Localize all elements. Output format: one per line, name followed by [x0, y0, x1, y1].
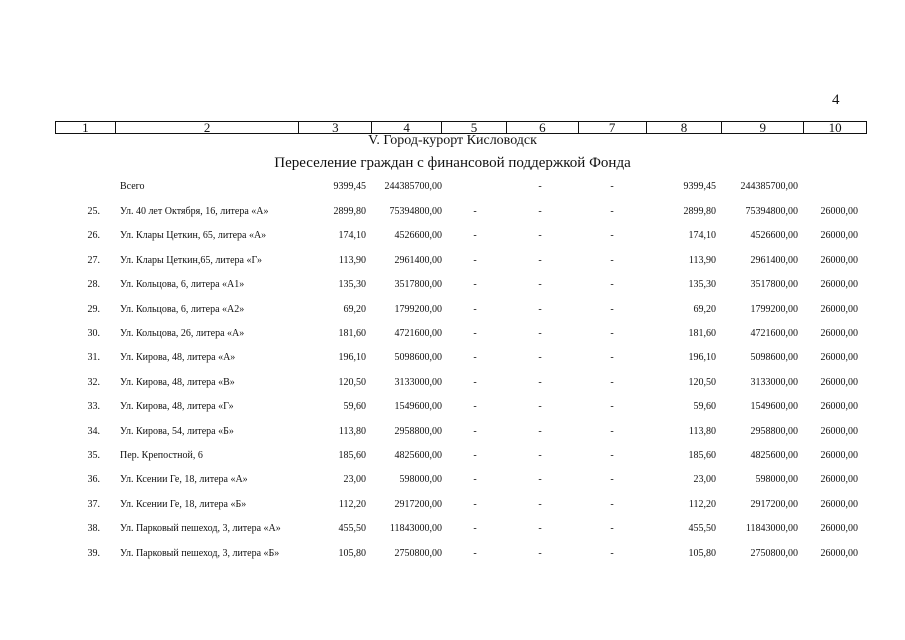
row-col-6: -: [538, 352, 542, 364]
row-col-6: -: [538, 547, 542, 559]
row-number: 28.: [87, 279, 100, 291]
row-col-9: 2961400,00: [750, 254, 798, 266]
row-address: Ул. Ксении Ге, 18, литера «Б»: [120, 498, 247, 510]
row-col-3: 112,20: [338, 498, 366, 510]
row-col-4: 11843000,00: [389, 523, 442, 535]
row-col-8: 69,20: [693, 303, 716, 315]
row-col-3: 120,50: [338, 376, 366, 388]
table-row: [0, 498, 905, 512]
row-col-9: 4526600,00: [750, 230, 798, 242]
row-col-5: -: [473, 474, 477, 486]
row-col-7: -: [610, 352, 614, 364]
row-col-8: 174,10: [688, 230, 716, 242]
table-row: [0, 278, 905, 292]
row-col-5: -: [473, 523, 477, 535]
row-col-5: -: [473, 303, 477, 315]
row-address: Ул. Клары Цеткин,65, литера «Г»: [120, 254, 262, 266]
row-col-9: 1549600,00: [750, 401, 798, 413]
row-col-9: 3133000,00: [750, 376, 798, 388]
header-col-6: 6: [507, 122, 579, 133]
row-col-4: 2958800,00: [394, 425, 442, 437]
row-col-6: -: [538, 206, 542, 217]
row-col-8: 105,80: [688, 547, 716, 559]
row-col-5: -: [473, 425, 477, 437]
table-row: [0, 327, 905, 341]
row-col-7: -: [610, 425, 614, 437]
row-address: Ул. Кольцова, 6, литера «А2»: [120, 303, 245, 315]
row-col-7: -: [610, 206, 614, 217]
row-col-10: 26000,00: [820, 401, 858, 413]
table-row: [0, 547, 905, 561]
row-col-8: 185,60: [688, 450, 716, 461]
row-col-8: 113,90: [688, 254, 716, 266]
row-col-6: -: [538, 401, 542, 413]
row-col-5: -: [473, 279, 477, 291]
row-col-5: -: [473, 376, 477, 388]
row-col-4: 2917200,00: [394, 498, 442, 510]
row-col-7: -: [610, 498, 614, 510]
row-col-3: 113,90: [338, 254, 366, 266]
row-col-3: 9399,45: [333, 181, 366, 192]
row-col-6: -: [538, 328, 542, 339]
row-col-8: 120,50: [688, 376, 716, 388]
row-number: 27.: [87, 254, 100, 266]
row-col-8: 2899,80: [683, 206, 716, 217]
table-row: [0, 205, 905, 219]
row-address: Пер. Крепостной, 6: [120, 450, 203, 461]
row-number: 25.: [87, 206, 100, 217]
row-address: Ул. Кирова, 48, литера «А»: [120, 352, 236, 364]
row-number: 35.: [87, 450, 100, 461]
row-col-8: 112,20: [688, 498, 716, 510]
row-col-4: 4825600,00: [394, 450, 442, 461]
row-col-7: -: [610, 328, 614, 339]
row-col-4: 1549600,00: [394, 401, 442, 413]
row-col-6: -: [538, 181, 542, 192]
row-col-4: 5098600,00: [394, 352, 442, 364]
row-col-5: -: [473, 206, 477, 217]
row-col-3: 185,60: [338, 450, 366, 461]
row-col-10: 26000,00: [820, 328, 858, 339]
table-row: [0, 254, 905, 268]
row-col-10: 26000,00: [820, 547, 858, 559]
row-number: 34.: [87, 425, 100, 437]
table-row: [0, 473, 905, 487]
table-row: [0, 449, 905, 463]
row-col-3: 69,20: [343, 303, 366, 315]
row-address: Ул. Кольцова, 26, литера «А»: [120, 328, 245, 339]
header-col-7: 7: [579, 122, 647, 133]
row-address: Ул. Кирова, 54, литера «Б»: [120, 425, 234, 437]
row-col-10: 26000,00: [820, 450, 858, 461]
row-col-6: -: [538, 303, 542, 315]
header-col-5: 5: [442, 122, 507, 133]
row-col-6: -: [538, 474, 542, 486]
header-col-3: 3: [299, 122, 372, 133]
row-col-3: 105,80: [338, 547, 366, 559]
row-col-3: 196,10: [338, 352, 366, 364]
row-address: Ул. Парковый пешеход, 3, литера «Б»: [120, 547, 280, 559]
row-number: 36.: [87, 474, 100, 486]
table-row: [0, 229, 905, 243]
row-col-7: -: [610, 450, 614, 461]
row-address: Ул. 40 лет Октября, 16, литера «А»: [120, 206, 269, 217]
total-row: [0, 180, 905, 194]
row-col-6: -: [538, 254, 542, 266]
row-address: Всего: [120, 181, 145, 192]
row-col-5: -: [473, 498, 477, 510]
row-col-9: 5098600,00: [750, 352, 798, 364]
row-col-6: -: [538, 523, 542, 535]
row-col-6: -: [538, 230, 542, 242]
header-col-9: 9: [722, 122, 804, 133]
table-row: [0, 351, 905, 365]
row-number: 32.: [87, 376, 100, 388]
row-col-8: 196,10: [688, 352, 716, 364]
section-subtitle: Переселение граждан с финансовой поддержкой Фонда: [274, 155, 631, 171]
row-col-4: 3133000,00: [394, 376, 442, 388]
row-col-10: 26000,00: [820, 376, 858, 388]
row-col-10: 26000,00: [820, 474, 858, 486]
header-col-8: 8: [647, 122, 723, 133]
header-col-2: 2: [116, 122, 300, 133]
row-col-8: 181,60: [688, 328, 716, 339]
row-col-10: 26000,00: [820, 230, 858, 242]
row-col-7: -: [610, 474, 614, 486]
row-col-5: -: [473, 328, 477, 339]
row-number: 31.: [87, 352, 100, 364]
row-col-4: 3517800,00: [394, 279, 442, 291]
row-col-7: -: [610, 254, 614, 266]
row-col-3: 59,60: [343, 401, 366, 413]
row-number: 26.: [87, 230, 100, 242]
row-col-7: -: [610, 181, 614, 192]
row-number: 38.: [87, 523, 100, 535]
row-col-4: 598000,00: [399, 474, 442, 486]
row-address: Ул. Ксении Ге, 18, литера «А»: [120, 474, 248, 486]
row-col-8: 135,30: [688, 279, 716, 291]
section-title: V. Город-курорт Кисловодск: [368, 133, 537, 148]
row-number: 33.: [87, 401, 100, 413]
row-col-10: 26000,00: [820, 425, 858, 437]
row-col-4: 244385700,00: [384, 181, 442, 192]
row-col-9: 244385700,00: [740, 181, 798, 192]
row-number: 39.: [87, 547, 100, 559]
row-col-7: -: [610, 230, 614, 242]
header-col-4: 4: [372, 122, 442, 133]
row-col-4: 4526600,00: [394, 230, 442, 242]
row-col-10: 26000,00: [820, 206, 858, 217]
row-col-6: -: [538, 425, 542, 437]
row-address: Ул. Кирова, 48, литера «Г»: [120, 401, 234, 413]
row-col-5: -: [473, 450, 477, 461]
row-col-9: 11843000,00: [745, 523, 798, 535]
row-col-8: 59,60: [693, 401, 716, 413]
row-col-10: 26000,00: [820, 303, 858, 315]
row-col-10: 26000,00: [820, 352, 858, 364]
row-col-3: 2899,80: [333, 206, 366, 217]
row-col-10: 26000,00: [820, 254, 858, 266]
row-col-9: 75394800,00: [745, 206, 798, 217]
table-row: [0, 400, 905, 414]
row-col-7: -: [610, 401, 614, 413]
row-address: Ул. Парковый пешеход, 3, литера «А»: [120, 523, 281, 535]
row-col-10: 26000,00: [820, 498, 858, 510]
row-col-5: -: [473, 547, 477, 559]
row-col-9: 598000,00: [755, 474, 798, 486]
row-col-6: -: [538, 450, 542, 461]
row-col-5: -: [473, 352, 477, 364]
row-col-4: 4721600,00: [394, 328, 442, 339]
row-col-8: 23,00: [693, 474, 716, 486]
row-col-9: 2750800,00: [750, 547, 798, 559]
row-col-7: -: [610, 279, 614, 291]
row-col-5: -: [473, 230, 477, 242]
row-number: 29.: [87, 303, 100, 315]
row-col-9: 2958800,00: [750, 425, 798, 437]
row-col-3: 135,30: [338, 279, 366, 291]
row-col-6: -: [538, 376, 542, 388]
row-col-5: -: [473, 401, 477, 413]
row-col-4: 2750800,00: [394, 547, 442, 559]
row-col-10: 26000,00: [820, 279, 858, 291]
row-col-4: 75394800,00: [389, 206, 442, 217]
row-col-5: -: [473, 254, 477, 266]
row-col-9: 1799200,00: [750, 303, 798, 315]
header-col-1: 1: [56, 122, 116, 133]
table-row: [0, 376, 905, 390]
row-col-9: 4825600,00: [750, 450, 798, 461]
row-col-6: -: [538, 279, 542, 291]
row-col-4: 2961400,00: [394, 254, 442, 266]
row-col-3: 455,50: [338, 523, 366, 535]
row-col-6: -: [538, 498, 542, 510]
row-col-8: 455,50: [688, 523, 716, 535]
header-col-10: 10: [828, 120, 842, 135]
row-col-10: 26000,00: [820, 523, 858, 535]
row-address: Ул. Кольцова, 6, литера «А1»: [120, 279, 245, 291]
row-col-7: -: [610, 376, 614, 388]
row-col-3: 181,60: [338, 328, 366, 339]
row-col-7: -: [610, 523, 614, 535]
row-col-3: 113,80: [338, 425, 366, 437]
row-col-8: 113,80: [688, 425, 716, 437]
row-address: Ул. Клары Цеткин, 65, литера «А»: [120, 230, 267, 242]
row-col-3: 23,00: [343, 474, 366, 486]
row-col-9: 4721600,00: [750, 328, 798, 339]
row-col-4: 1799200,00: [394, 303, 442, 315]
row-col-7: -: [610, 303, 614, 315]
row-number: 37.: [87, 498, 100, 510]
table-row: [0, 522, 905, 536]
table-row: [0, 303, 905, 317]
page-number: 4: [832, 92, 840, 108]
row-col-8: 9399,45: [683, 181, 716, 192]
row-col-3: 174,10: [338, 230, 366, 242]
row-col-9: 3517800,00: [750, 279, 798, 291]
row-col-9: 2917200,00: [750, 498, 798, 510]
table-row: [0, 425, 905, 439]
row-number: 30.: [87, 328, 100, 339]
row-address: Ул. Кирова, 48, литера «В»: [120, 376, 235, 388]
row-col-7: -: [610, 547, 614, 559]
